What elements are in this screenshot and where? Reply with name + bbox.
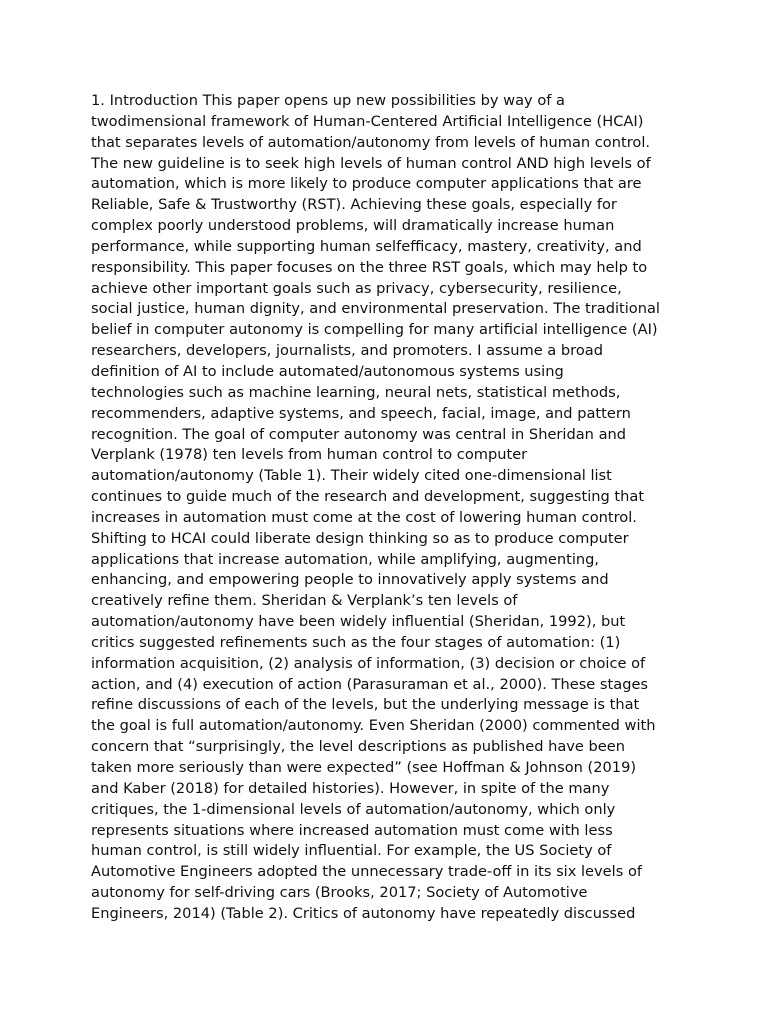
text-line: performance, while supporting human selfefficacy, mastery, creativity, and bbox=[91, 237, 642, 255]
text-line: Verplank (1978) ten levels from human control to computer bbox=[91, 446, 528, 464]
text-line: responsibility. This paper focuses on the three RST goals, which may help to bbox=[91, 258, 648, 276]
text-line: creatively refine them. Sheridan & Verplank’s ten levels of bbox=[91, 592, 518, 610]
text-line: human control, is still widely influential. For example, the US Society of bbox=[91, 842, 612, 860]
text-line: Reliable, Safe & Trustworthy (RST). Achieving these goals, especially for bbox=[91, 196, 617, 214]
text-line: refine discussions of each of the levels, but the underlying message is that bbox=[91, 696, 640, 714]
text-line: technologies such as machine learning, neural nets, statistical methods, bbox=[91, 383, 621, 401]
text-line: automation, which is more likely to produce computer applications that are bbox=[91, 175, 642, 193]
text-line: 1. Introduction This paper opens up new possibilities by way of a bbox=[91, 92, 565, 109]
text-line: action, and (4) execution of action (Parasuraman et al., 2000). These stages bbox=[91, 675, 649, 693]
text-line: Engineers, 2014) (Table 2). Critics of autonomy have repeatedly discussed bbox=[91, 904, 636, 922]
text-line: enhancing, and empowering people to innovatively apply systems and bbox=[91, 571, 609, 589]
text-line: automation/autonomy (Table 1). Their widely cited one-dimensional list bbox=[91, 467, 612, 485]
text-line: Automotive Engineers adopted the unnecessary trade-off in its six levels of bbox=[91, 863, 643, 881]
text-line: and Kaber (2018) for detailed histories). However, in spite of the many bbox=[91, 779, 610, 797]
text-line: achieve other important goals such as privacy, cybersecurity, resilience, bbox=[91, 279, 622, 297]
text-line: continues to guide much of the research and development, suggesting that bbox=[91, 488, 645, 506]
text-line: the goal is full automation/autonomy. Even Sheridan (2000) commented with bbox=[91, 717, 656, 735]
text-line: that separates levels of automation/autonomy from levels of human control. bbox=[91, 133, 651, 151]
text-line: social justice, human dignity, and environmental preservation. The traditional bbox=[91, 300, 660, 318]
text-line: increases in automation must come at the cost of lowering human control. bbox=[91, 508, 637, 526]
text-line: Shifting to HCAI could liberate design thinking so as to produce computer bbox=[91, 529, 629, 547]
text-line: belief in computer autonomy is compelling for many artificial intelligence (AI) bbox=[91, 321, 658, 339]
text-line: information acquisition, (2) analysis of information, (3) decision or choice of bbox=[91, 654, 646, 672]
text-line: critics suggested refinements such as the four stages of automation: (1) bbox=[91, 633, 621, 651]
text-line: autonomy for self-driving cars (Brooks, 2017; Society of Automotive bbox=[91, 884, 588, 902]
text-line: definition of AI to include automated/autonomous systems using bbox=[91, 362, 564, 380]
text-line: critiques, the 1-dimensional levels of automation/autonomy, which only bbox=[91, 800, 616, 818]
text-line: recommenders, adaptive systems, and speech, facial, image, and pattern bbox=[91, 404, 631, 422]
text-line: applications that increase automation, while amplifying, augmenting, bbox=[91, 550, 600, 568]
text-line: taken more seriously than were expected” (see Hoffman & Johnson (2019) bbox=[91, 759, 637, 776]
text-line: automation/autonomy have been widely influential (Sheridan, 1992), but bbox=[91, 613, 626, 631]
text-line: researchers, developers, journalists, and promoters. I assume a broad bbox=[91, 342, 603, 360]
body-paragraph bbox=[91, 91, 691, 925]
text-line: represents situations where increased automation must come with less bbox=[91, 821, 613, 839]
text-line: recognition. The goal of computer autonomy was central in Sheridan and bbox=[91, 425, 627, 443]
text-line: twodimensional framework of Human-Centered Artificial Intelligence (HCAI) bbox=[91, 112, 644, 130]
text-line: The new guideline is to seek high levels of human control AND high levels of bbox=[91, 154, 651, 172]
text-line: complex poorly understood problems, will dramatically increase human bbox=[91, 217, 615, 235]
text-line: concern that “surprisingly, the level descriptions as published have been bbox=[91, 738, 626, 756]
